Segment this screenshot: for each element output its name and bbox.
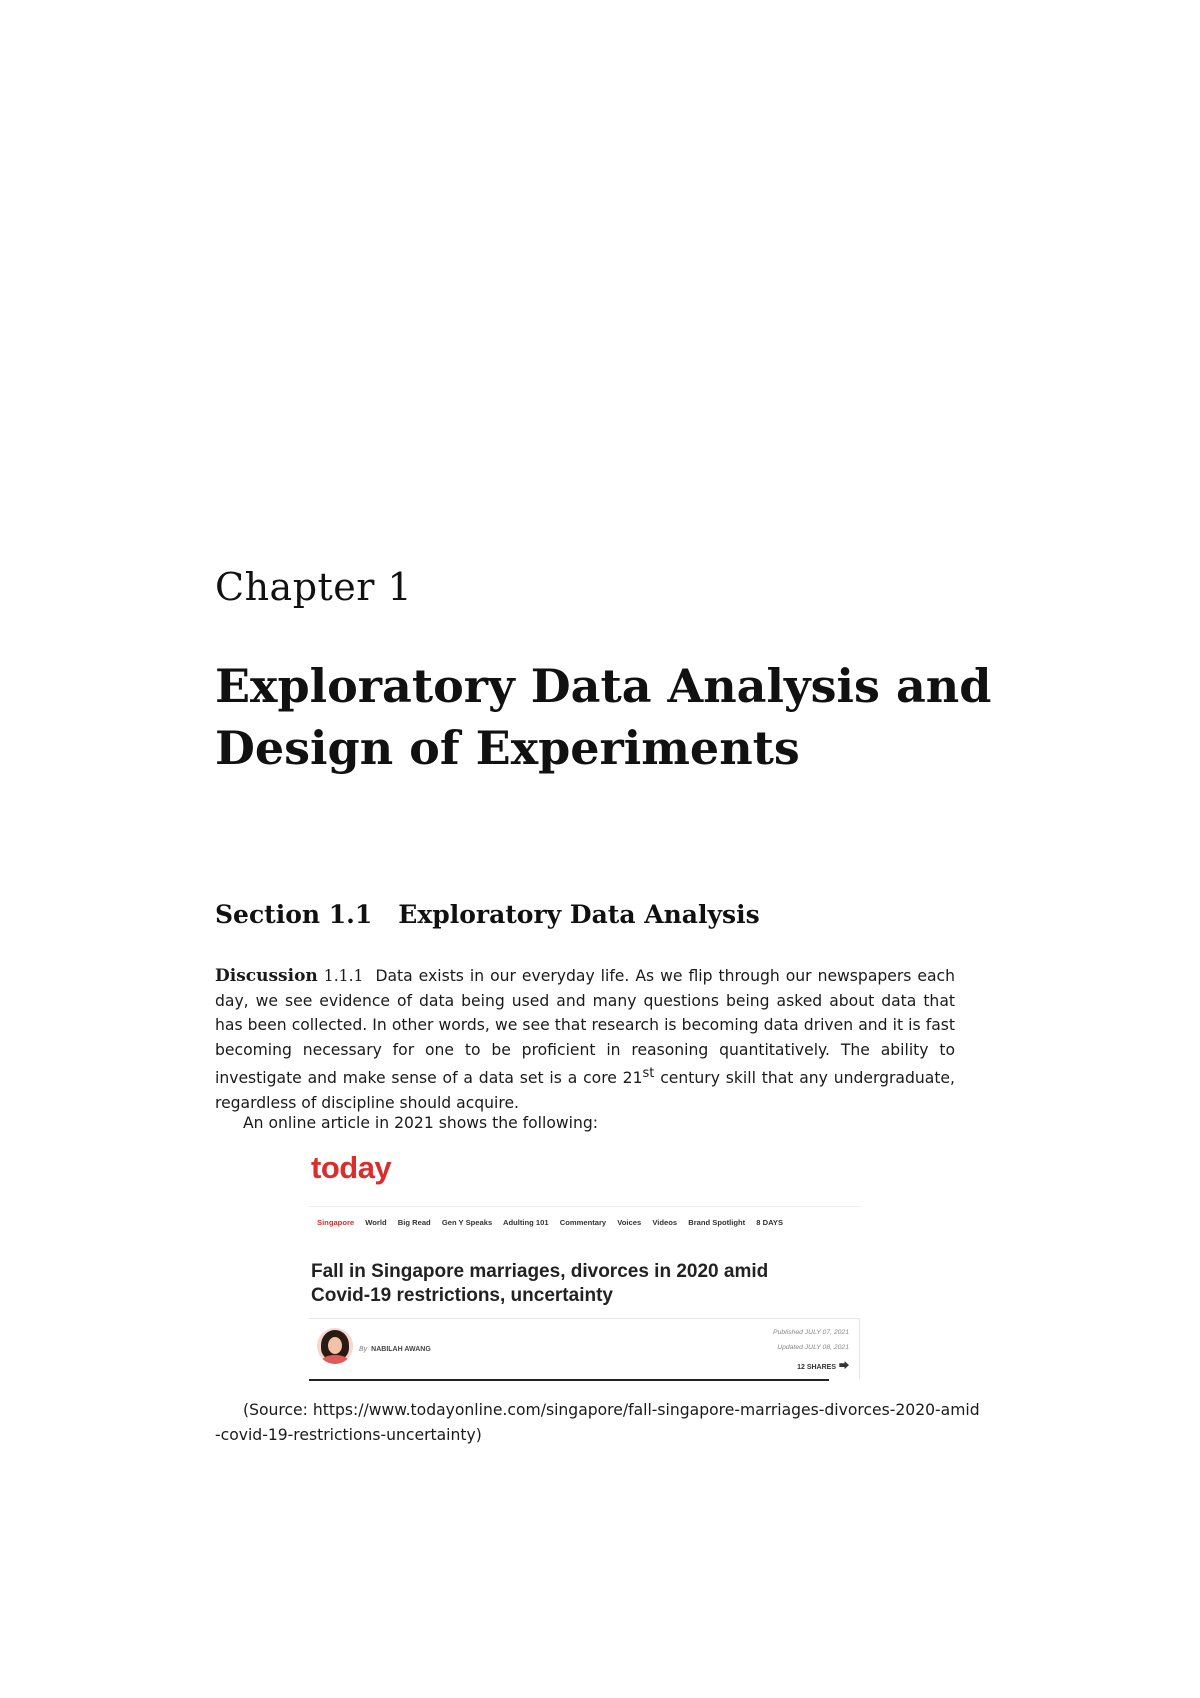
discussion-paragraph (215, 964, 955, 1116)
byline (359, 1346, 431, 1353)
published-date: Published JULY 07, 2021 (773, 1329, 849, 1336)
article-bottom-rule (309, 1379, 829, 1381)
chapter-label: Chapter 1 (215, 565, 413, 609)
nav-divider (309, 1206, 861, 1207)
author-name: NABILAH AWANG (371, 1346, 431, 1353)
nav-item-8-days: 8 DAYS (756, 1218, 784, 1227)
nav-item-big-read: Big Read (397, 1218, 431, 1227)
today-logo: today (311, 1150, 392, 1185)
article-meta (309, 1318, 860, 1379)
discussion-number: 1.1.1 (323, 967, 364, 985)
nav-item-commentary: Commentary (559, 1218, 607, 1227)
nav-item-voices: Voices (617, 1218, 642, 1227)
source-text: (Source: https://www.todayonline.com/singapore/fall-singapore-marriages-divorces-2020-amid-covid-19-restrictions-uncertainty) (215, 1401, 980, 1444)
section-heading (215, 900, 760, 929)
section-number: Section 1.1 (215, 900, 373, 929)
intro-text: An online article in 2021 shows the following: (243, 1114, 599, 1132)
source-citation (215, 1398, 985, 1447)
article-dates (773, 1325, 849, 1355)
byline-prefix: By (359, 1346, 368, 1353)
discussion-label: Discussion (215, 966, 318, 986)
chapter-title: Exploratory Data Analysis and Design of Experiments (215, 659, 992, 775)
article-screenshot (305, 1146, 865, 1386)
nav-item-brand-spotlight: Brand Spotlight (688, 1218, 746, 1227)
article-headline: Fall in Singapore marriages, divorces in 2020 amid Covid-19 restrictions, uncertainty (311, 1261, 769, 1306)
share-icon: ⮕ (839, 1361, 849, 1372)
nav-item-gen-y-speaks: Gen Y Speaks (441, 1218, 493, 1227)
nav-item-videos: Videos (652, 1218, 678, 1227)
author-avatar (317, 1328, 353, 1364)
discussion-text: Data exists in our everyday life. As we flip through our newspapers each day, we see evidence of data being used and many questions being asked about data that has been collected. In other words, we see that research is becoming data driven and it is fast becoming necessary for one to be proficient in reasoning quantitatively. The ability to investigate and make sense of a data set is a core 21 (215, 967, 955, 1088)
article-nav (317, 1218, 792, 1227)
nav-item-world: World (365, 1218, 387, 1227)
discussion-text-end: century skill that any undergraduate, regardless of discipline should acquire. (215, 1069, 955, 1113)
nav-item-singapore: Singapore (317, 1218, 355, 1227)
ordinal-suffix: st (642, 1066, 655, 1082)
share-count (797, 1357, 849, 1372)
updated-date: Updated JULY 08, 2021 (777, 1344, 849, 1351)
nav-item-adulting-101: Adulting 101 (503, 1218, 549, 1227)
shares-label: 12 SHARES (797, 1364, 836, 1371)
section-title: Exploratory Data Analysis (398, 900, 760, 929)
